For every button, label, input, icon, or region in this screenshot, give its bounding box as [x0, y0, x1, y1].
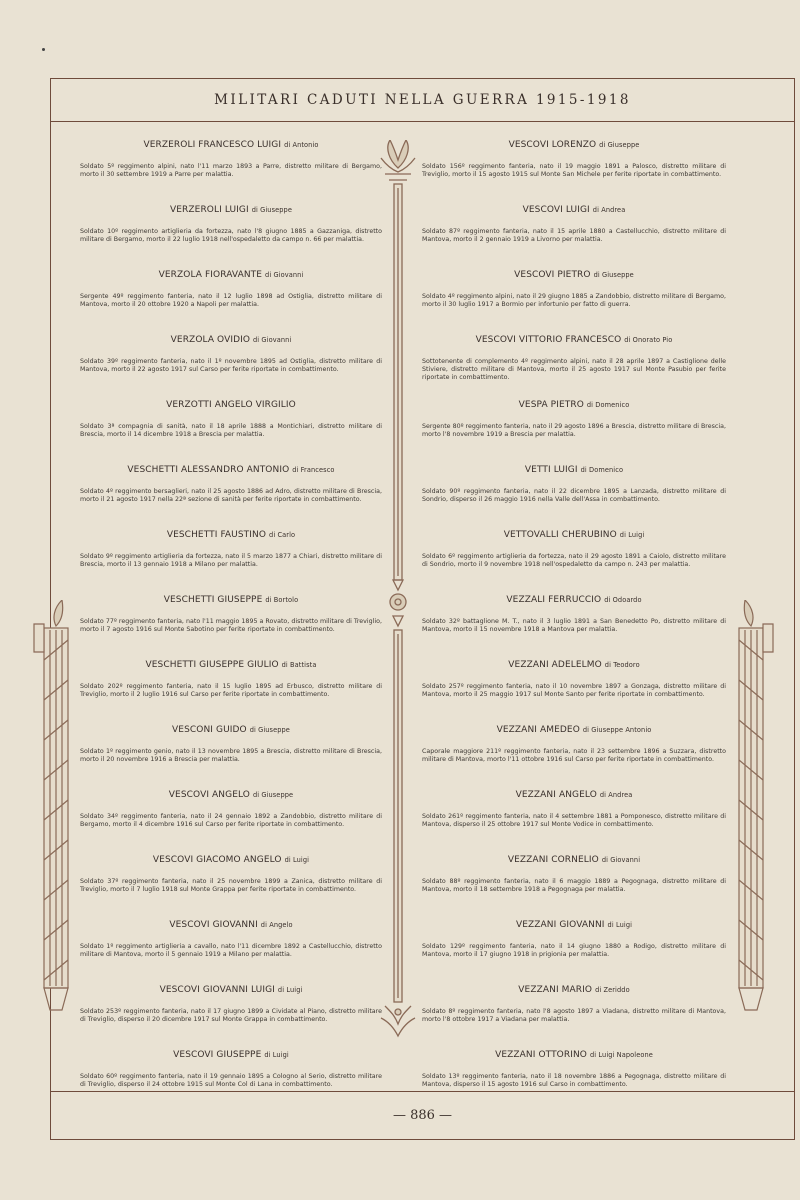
soldier-entry [76, 790, 386, 855]
soldier-record-text: Soldato 88º reggimento fanteria, nato il 6 maggio 1889 a Pegognaga, distretto militare di Mantova, morto il 18 settembre 1918 a Pegognaga per malattia. [422, 878, 726, 893]
soldier-father: di Giuseppe [599, 141, 640, 149]
soldier-record-text: Soldato 4º reggimento bersaglieri, nato il 25 agosto 1886 ad Adro, distretto militare di Brescia, morto il 21 agosto 1917 nella 22ª sezione di sanità per ferite riportate in combattimento. [80, 488, 382, 503]
soldier-record-text: Soldato 37º reggimento fanteria, nato il 25 novembre 1899 a Zanica, distretto militare di Treviglio, morto il 7 luglio 1918 sul Monte Grappa per ferite riportate in combattimento. [80, 878, 382, 893]
soldier-name [76, 595, 386, 605]
soldier-name [76, 465, 386, 475]
soldier-name [76, 530, 386, 540]
soldier-record-text: Soldato 257º reggimento fanteria, nato il 10 novembre 1897 a Gonzaga, distretto militare di Mantova, morto il 25 maggio 1917 sul Monte Santo per ferite riportate in combattimento. [422, 683, 726, 698]
soldier-entry [76, 400, 386, 465]
soldier-surname-given: VESCOVI ANGELO [168, 790, 250, 800]
soldier-father: di Francesco [292, 466, 335, 474]
soldier-father: di Domenico [586, 401, 630, 409]
soldier-father: di Andrea [599, 791, 633, 799]
soldier-surname-given: VESCOVI GIOVANNI [169, 920, 258, 930]
soldier-surname-given: VESPA PIETRO [518, 400, 584, 410]
soldier-surname-given: VERZEROLI LUIGI [170, 205, 249, 215]
ornamental-pole-icon [375, 140, 421, 1040]
soldier-father: di Giovanni [601, 856, 641, 864]
soldier-name [76, 140, 386, 150]
soldier-entry [418, 1050, 730, 1115]
soldier-name [418, 335, 730, 345]
soldier-entry [418, 335, 730, 400]
soldier-entry [76, 465, 386, 530]
soldier-entry [418, 725, 730, 790]
soldier-surname-given: VEZZALI FERRUCCIO [506, 595, 602, 605]
soldier-record-text: Caporale maggiore 211º reggimento fanteria, nato il 23 settembre 1896 a Suzzara, distretto militare di Mantova, morto l'11 ottobre 1916 sul Carso per ferite riportate in combattimento. [422, 748, 726, 763]
soldier-record-text: Soldato 202º reggimento fanteria, nato il 15 luglio 1895 ad Erbusco, distretto militare di Treviglio, morto il 2 luglio 1916 sul Carso per ferite riportate in combattimento. [80, 683, 382, 698]
soldier-entry [76, 985, 386, 1050]
soldier-record-text: Soldato 253º reggimento fanteria, nato il 17 giugno 1899 a Cividate al Piano, distretto militare di Treviglio, disperso il 20 dicembre 1917 sul Monte Grappa in combattimento. [80, 1008, 382, 1023]
soldier-entry [76, 270, 386, 335]
soldier-father: di Luigi [284, 856, 310, 864]
soldier-entry [76, 595, 386, 660]
soldier-surname-given: VESCHETTI ALESSANDRO ANTONIO [127, 465, 290, 475]
soldier-record-text: Soldato 9º reggimento artiglieria da fortezza, nato il 5 marzo 1877 a Chiari, distretto militare di Brescia, morto il 13 gennaio 1918 a Milano per malattia. [80, 553, 382, 568]
soldier-entry [76, 725, 386, 790]
soldier-name [418, 660, 730, 670]
soldier-father: di Battista [281, 661, 317, 669]
soldier-name [76, 205, 386, 215]
soldier-surname-given: VEZZANI GIOVANNI [515, 920, 605, 930]
soldier-father: di Domenico [580, 466, 624, 474]
soldier-record-text: Soldato 5º reggimento alpini, nato l'11 marzo 1893 a Parre, distretto militare di Bergamo, morto il 30 settembre 1919 a Parre per malattia. [80, 163, 382, 178]
soldier-record-text: Soldato 60º reggimento fanteria, nato il 19 gennaio 1895 a Cologno al Serio, distretto militare di Treviglio, disperso il 24 ottobre 1915 sul Monte Col di Lana in combattimento. [80, 1073, 382, 1088]
soldier-surname-given: VERZOLA FIORAVANTE [158, 270, 263, 280]
paper-speck [42, 48, 45, 51]
soldier-name [76, 270, 386, 280]
soldier-name [418, 530, 730, 540]
soldier-father: di Luigi [264, 1051, 289, 1059]
soldier-record-text: Soldato 13º reggimento fanteria, nato il 18 novembre 1886 a Pegognaga, distretto militare di Mantova, disperso il 15 agosto 1916 sul Carso in combattimento. [422, 1073, 726, 1088]
left-column [76, 140, 386, 1115]
soldier-surname-given: VEZZANI ADELELMO [508, 660, 602, 670]
soldier-record-text: Soldato 156º reggimento fanteria, nato il 19 maggio 1891 a Palosco, distretto militare di Treviglio, morto il 15 agosto 1915 sul Monte San Michele per ferite riportate in combattimento. [422, 163, 726, 178]
soldier-entry [76, 1050, 386, 1115]
soldier-father: di Luigi [619, 531, 645, 539]
soldier-surname-given: VERZOTTI ANGELO VIRGILIO [166, 400, 296, 410]
soldier-father: di Angelo [260, 921, 293, 929]
soldier-record-text: Soldato 90º reggimento fanteria, nato il 22 dicembre 1895 a Lanzada, distretto militare di Sondrio, disperso il 26 maggio 1916 nella Valle dell'Assa in combattimento. [422, 488, 726, 503]
soldier-entry [418, 595, 730, 660]
soldier-name [418, 465, 730, 475]
soldier-surname-given: VEZZANI OTTORINO [495, 1050, 587, 1060]
soldier-record-text: Soldato 1º reggimento genio, nato il 13 novembre 1895 a Brescia, distretto militare di Brescia, morto il 20 novembre 1916 a Brescia per malattia. [80, 748, 382, 763]
soldier-father: di Giuseppe [249, 726, 290, 734]
soldier-entry [76, 335, 386, 400]
soldier-record-text: Soldato 6º reggimento artiglieria da fortezza, nato il 29 agosto 1891 a Caiolo, distretto militare di Sondrio, morto il 9 novembre 1918 nell'ospedaletto da campo n. 243 per malattia. [422, 553, 726, 568]
soldier-record-text: Soldato 32º battaglione M. T., nato il 3 luglio 1891 a San Benedetto Po, distretto militare di Mantova, morto il 15 novembre 1918 a Mantova per malattia. [422, 618, 726, 633]
soldier-father: di Odoardo [604, 596, 642, 604]
soldier-record-text: Sottotenente di complemento 4º reggimento alpini, nato il 28 aprile 1897 a Castiglione delle Stiviere, distretto militare di Mantova, morto il 25 agosto 1917 sul Monte Pasubio per ferite riportate in combattimento. [422, 358, 726, 381]
title-band [51, 79, 794, 122]
soldier-surname-given: VERZEROLI FRANCESCO LUIGI [143, 140, 282, 150]
soldier-record-text: Sergente 49º reggimento fanteria, nato il 12 luglio 1898 ad Ostiglia, distretto militare di Mantova, morto il 20 ottobre 1920 a Napoli per malattia. [80, 293, 382, 308]
soldier-surname-given: VESCOVI LORENZO [508, 140, 597, 150]
soldier-surname-given: VESCOVI PIETRO [514, 270, 591, 280]
soldier-name [418, 205, 730, 215]
soldier-entry [76, 660, 386, 725]
soldier-record-text: Soldato 77º reggimento fanteria, nato l'11 maggio 1895 a Rovato, distretto militare di Treviglio, morto il 7 agosto 1916 sul Monte Sabotino per ferite riportate in combattimento. [80, 618, 382, 633]
soldier-entry [76, 205, 386, 270]
soldier-name [418, 855, 730, 865]
soldier-surname-given: VETTI LUIGI [524, 465, 578, 475]
soldier-name [76, 790, 386, 800]
soldier-name [418, 725, 730, 735]
soldier-record-text: Soldato 129º reggimento fanteria, nato il 14 giugno 1880 a Rodigo, distretto militare di Mantova, morto il 17 giugno 1918 in prigionia per malattia. [422, 943, 726, 958]
soldier-record-text: Soldato 34º reggimento fanteria, nato il 24 gennaio 1892 a Zandobbio, distretto militare di Bergamo, morto il 4 dicembre 1916 sul Carso per ferite riportate in combattimento. [80, 813, 382, 828]
soldier-record-text: Soldato 39º reggimento fanteria, nato il 1º novembre 1895 ad Ostiglia, distretto militare di Mantova, morto il 22 agosto 1917 sul Carso per ferite riportate in combattimento. [80, 358, 382, 373]
soldier-father: di Luigi Napoleone [589, 1051, 653, 1059]
soldier-entry [76, 920, 386, 985]
soldier-father: di Antonio [284, 141, 319, 149]
soldier-record-text: Soldato 8º reggimento fanteria, nato l'8 agosto 1897 a Viadana, distretto militare di Mantova, morto l'8 ottobre 1917 a Viadana per malattia. [422, 1008, 726, 1023]
soldier-father: di Luigi [607, 921, 633, 929]
soldier-father: di Zeriddo [595, 986, 630, 994]
soldier-entry [418, 530, 730, 595]
soldier-surname-given: VESCOVI VITTORIO FRANCESCO [475, 335, 622, 345]
page-title: MILITARI CADUTI NELLA GUERRA 1915-1918 [214, 92, 631, 108]
soldier-father: di Giovanni [265, 271, 304, 279]
soldier-name [418, 270, 730, 280]
soldier-father: di Carlo [269, 531, 296, 539]
soldier-entry [418, 920, 730, 985]
soldier-entry [76, 140, 386, 205]
soldier-name [418, 595, 730, 605]
soldier-record-text: Soldato 10º reggimento artiglieria da fortezza, nato l'8 giugno 1885 a Gazzaniga, distretto militare di Bergamo, morto il 22 luglio 1918 nell'ospedaletto da campo n. 66 per malattia. [80, 228, 382, 243]
soldier-entry [418, 140, 730, 205]
soldier-father: di Giovanni [253, 336, 292, 344]
soldier-surname-given: VEZZANI CORNELIO [507, 855, 599, 865]
soldier-entry [418, 465, 730, 530]
soldier-record-text: Soldato 4º reggimento alpini, nato il 29 giugno 1885 a Zandobbio, distretto militare di Bergamo, morto il 30 luglio 1917 a Bormio per infortunio per fatto di guerra. [422, 293, 726, 308]
soldier-entry [418, 400, 730, 465]
page-number: — 886 — [392, 1108, 453, 1123]
soldier-father: di Giuseppe [593, 271, 634, 279]
soldier-surname-given: VEZZANI ANGELO [515, 790, 597, 800]
soldier-record-text: Soldato 1º reggimento artiglieria a cavallo, nato l'11 dicembre 1892 a Castellucchio, distretto militare di Mantova, morto il 5 gennaio 1919 a Milano per malattia. [80, 943, 382, 958]
soldier-father: di Luigi [277, 986, 303, 994]
soldier-name [76, 1050, 386, 1060]
soldier-surname-given: VETTOVALLI CHERUBINO [503, 530, 617, 540]
soldier-name [76, 855, 386, 865]
soldier-father: di Teodoro [604, 661, 640, 669]
soldier-name [418, 140, 730, 150]
soldier-surname-given: VESCOVI GIUSEPPE [173, 1050, 262, 1060]
soldier-father: di Andrea [592, 206, 626, 214]
right-column [418, 140, 730, 1115]
soldier-surname-given: VERZOLA OVIDIO [170, 335, 251, 345]
soldier-surname-given: VESCONI GUIDO [172, 725, 247, 735]
soldier-entry [418, 205, 730, 270]
soldier-surname-given: VESCOVI GIOVANNI LUIGI [159, 985, 275, 995]
soldier-name [76, 400, 386, 410]
fasces-ornament-icon [32, 600, 80, 1020]
soldier-father: di Giuseppe [252, 791, 294, 799]
soldier-name [76, 335, 386, 345]
soldier-father: di Giuseppe Antonio [582, 726, 652, 734]
soldier-name [418, 920, 730, 930]
soldier-surname-given: VESCHETTI GIUSEPPE [163, 595, 263, 605]
soldier-surname-given: VEZZANI AMEDEO [496, 725, 580, 735]
soldier-entry [418, 270, 730, 335]
soldier-entry [76, 530, 386, 595]
soldier-entry [418, 790, 730, 855]
soldier-surname-given: VESCOVI LUIGI [522, 205, 590, 215]
soldier-name [76, 985, 386, 995]
soldier-father: di Onorato Pio [624, 336, 673, 344]
soldier-record-text: Soldato 87º reggimento fanteria, nato il 15 aprile 1880 a Castellucchio, distretto militare di Mantova, morto il 2 gennaio 1919 a Livorno per malattia. [422, 228, 726, 243]
soldier-surname-given: VESCOVI GIACOMO ANGELO [152, 855, 282, 865]
soldier-surname-given: VESCHETTI GIUSEPPE GIULIO [145, 660, 279, 670]
soldier-record-text: Soldato 261º reggimento fanteria, nato il 4 settembre 1881 a Pomponesco, distretto militare di Mantova, disperso il 25 ottobre 1917 sul Monte Vodice in combattimento. [422, 813, 726, 828]
soldier-father: di Bortolo [265, 596, 299, 604]
soldier-entry [418, 660, 730, 725]
soldier-father: di Giuseppe [251, 206, 292, 214]
soldier-entry [76, 855, 386, 920]
soldier-name [418, 1050, 730, 1060]
soldier-entry [418, 985, 730, 1050]
fasces-ornament-icon [727, 600, 775, 1020]
soldier-surname-given: VESCHETTI FAUSTINO [166, 530, 267, 540]
soldier-name [418, 985, 730, 995]
soldier-name [418, 790, 730, 800]
soldier-name [76, 725, 386, 735]
soldier-name [76, 920, 386, 930]
soldier-record-text: Sergente 80º reggimento fanteria, nato il 29 agosto 1896 a Brescia, distretto militare di Brescia, morto l'8 novembre 1919 a Brescia per malattia. [422, 423, 726, 438]
soldier-name [418, 400, 730, 410]
soldier-record-text: Soldato 3ª compagnia di sanità, nato il 18 aprile 1888 a Montichiari, distretto militare di Brescia, morto il 14 dicembre 1918 a Brescia per malattia. [80, 423, 382, 438]
soldier-name [76, 660, 386, 670]
soldier-entry [418, 855, 730, 920]
soldier-surname-given: VEZZANI MARIO [518, 985, 593, 995]
